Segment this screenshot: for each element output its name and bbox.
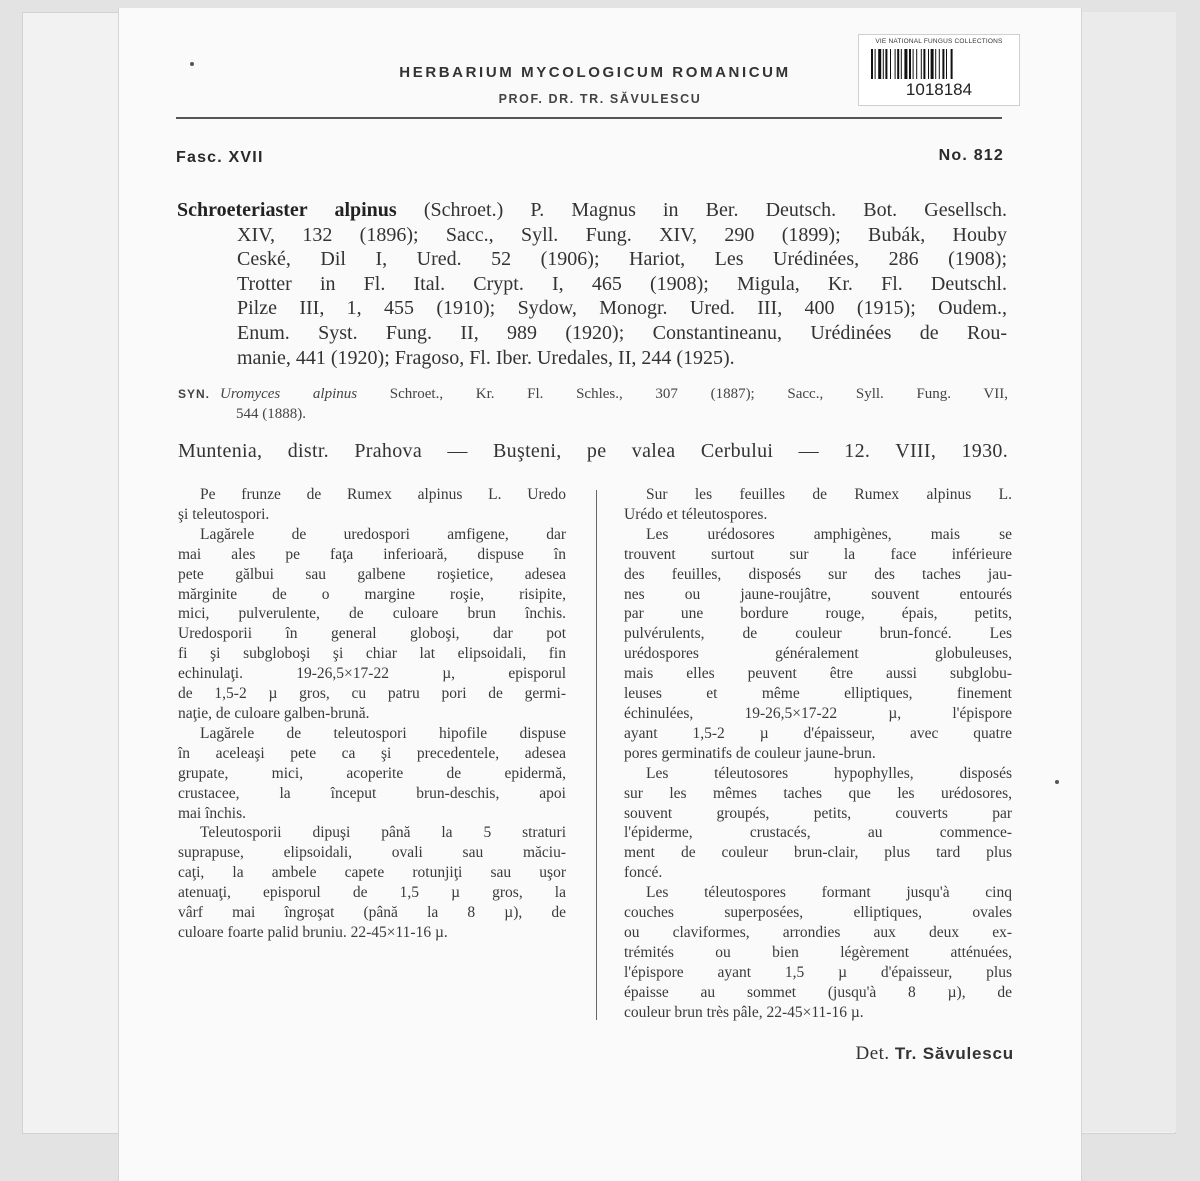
description-line: sur les mêmes taches que les urédosores,: [624, 784, 1012, 802]
description-line: mais elles peuvent être aussi subglobu-: [624, 665, 1012, 683]
description-line: Uredosporii în general globoşi, dar pot: [178, 625, 566, 643]
taxon-citation: [177, 198, 1007, 370]
romanian-description: [178, 485, 566, 943]
description-line: şi teleutospori.: [178, 505, 270, 523]
description-line: souvent groupés, petits, couverts par: [624, 804, 1012, 822]
fascicle-number: Fasc. XVII: [176, 149, 264, 166]
citation-line: Enum. Syst. Fung. II, 989 (1920); Constantineanu, Urédinées de Rou-: [237, 321, 1007, 344]
species-name: Schroeteriaster alpinus: [177, 199, 397, 221]
synonym-line: SYN. Uromyces alpinus Schroet., Kr. Fl. Schles., 307 (1887); Sacc., Syll. Fung. VII,: [178, 386, 1009, 402]
description-line: Sur les feuilles de Rumex alpinus L.: [646, 486, 1012, 503]
backsheet-edge: [1080, 12, 1176, 1132]
citation-line: Trotter in Fl. Ital. Crypt. I, 465 (1908); Migula, Kr. Fl. Deutschl.: [237, 272, 1007, 295]
description-line: mai închis.: [178, 804, 247, 822]
description-line: Les téleutosores hypophylles, disposés: [646, 764, 1012, 782]
collection-locality: Muntenia, distr. Prahova — Buşteni, pe valea Cerbului — 12. VIII, 1930.: [178, 440, 1008, 462]
description-line: mai ales pe faţa inferioară, dispuse în: [178, 545, 566, 563]
determiner: [855, 1043, 1014, 1065]
description-line: épaisse au sommet (jusqu'à 8 µ), de: [624, 983, 1012, 1001]
description-line: Les urédosores amphigènes, mais se: [646, 525, 1012, 543]
description-line: grupate, mici, acoperite de epidermă,: [178, 764, 566, 782]
citation-line: XIV, 132 (1896); Sacc., Syll. Fung. XIV, 290 (1899); Bubák, Houby: [237, 223, 1007, 246]
synonym-label: SYN.: [178, 387, 211, 401]
citation-line: manie, 441 (1920); Fragoso, Fl. Iber. Uredales, II, 244 (1925).: [237, 346, 735, 369]
description-line: de 1,5-2 µ gros, cu patru pori de germi-: [178, 685, 566, 703]
description-line: Teleutosporii dipuşi până la 5 straturi: [200, 824, 566, 842]
description-line: couleur brun très pâle, 22-45×11-16 µ.: [624, 1003, 864, 1021]
determiner-prefix: Det.: [855, 1043, 890, 1064]
description-line: l'épispore ayant 1,5 µ d'épaisseur, plus: [624, 963, 1012, 981]
description-line: par une bordure rouge, épais, petits,: [624, 605, 1012, 623]
description-line: l'épiderme, crustacés, au commence-: [624, 824, 1012, 842]
description-line: Les téleutospores formant jusqu'à cinq: [646, 884, 1012, 902]
description-line: trémités ou bien légèrement atténuées,: [624, 943, 1012, 961]
description-line: caţi, la ambele capete rotunjiţi sau uşor: [178, 864, 566, 882]
citation-line: Schroeteriaster alpinus (Schroet.) P. Magnus in Ber. Deutsch. Bot. Gesellsch.: [177, 199, 1007, 221]
description-line: ayant 1,5-2 µ d'épaisseur, avec quatre: [624, 724, 1012, 742]
description-line: leuses et même elliptiques, finement: [624, 685, 1012, 703]
description-line: vârf mai îngroşat (până la 8 µ), de: [178, 904, 566, 922]
description-line: des feuilles, disposés sur des taches jau-: [624, 565, 1012, 583]
column-divider: [596, 490, 597, 1020]
french-description: [624, 485, 1012, 1022]
description-line: Pe frunze de Rumex alpinus L. Uredo: [200, 486, 566, 503]
speck: [190, 62, 194, 66]
description-line: échinulées, 19-26,5×17-22 µ, l'épispore: [624, 704, 1012, 722]
synonym-name: Uromyces alpinus: [220, 386, 358, 402]
barcode-number: 1018184: [905, 80, 973, 99]
herbarium-editor: PROF. DR. TR. SĂVULESCU: [498, 92, 702, 106]
determiner-name: Tr. Săvulescu: [894, 1044, 1014, 1063]
herbarium-title: HERBARIUM MYCOLOGICUM ROMANICUM: [399, 64, 791, 81]
description-line: trouvent surtout sur la face inférieure: [624, 545, 1012, 563]
description-line: mărginite de o margine roşie, risipite,: [178, 585, 566, 603]
description-line: pulvérulents, de couleur brun-foncé. Les: [624, 625, 1012, 643]
description-line: mici, pulverulente, de culoare brun închis.: [178, 605, 566, 623]
description-line: pete gălbui sau galbene roşietice, adesea: [178, 565, 566, 583]
description-line: Lagărele de uredospori amfigene, dar: [200, 525, 566, 543]
description-line: fi şi subgloboşi şi chiar lat elipsoidali, fin: [178, 645, 566, 663]
synonym-line: 544 (1888).: [236, 406, 306, 422]
specimen-number: No. 812: [938, 147, 1004, 164]
description-line: Lagărele de teleutospori hipofile dispuse: [200, 724, 566, 742]
description-line: echinulaţi. 19-26,5×17-22 µ, episporul: [178, 665, 566, 683]
description-line: nes ou jaune-roujâtre, souvent entourés: [624, 585, 1012, 603]
description-line: culoare foarte palid bruniu. 22-45×11-16 µ.: [178, 923, 448, 941]
header-rule: [176, 117, 1002, 119]
speck: [1055, 780, 1059, 784]
description-line: ou claviformes, arrondies aux deux ex-: [624, 923, 1012, 941]
citation-line: Pilze III, 1, 455 (1910); Sydow, Monogr. Ured. III, 400 (1915); Oudem.,: [237, 297, 1007, 320]
synonym-block: [178, 384, 1008, 424]
collection-name: VIE NATIONAL FUNGUS COLLECTIONS: [875, 38, 1003, 45]
description-line: în aceleaşi pete ca şi precedentele, adesea: [178, 744, 566, 762]
description-line: crustacee, la început brun-deschis, apoi: [178, 784, 566, 802]
description-line: couches superposées, elliptiques, ovales: [624, 904, 1012, 922]
description-line: atenuaţi, episporul de 1,5 µ gros, la: [178, 884, 566, 902]
description-line: pores germinatifs de couleur jaune-brun.: [624, 744, 876, 762]
citation-line: Ceské, Dil I, Ured. 52 (1906); Hariot, Les Urédinées, 286 (1908);: [237, 248, 1007, 271]
description-line: foncé.: [624, 864, 663, 882]
description-line: ment de couleur brun-clair, plus tard plus: [624, 844, 1012, 862]
description-line: suprapuse, elipsoidali, ovali sau măciu-: [178, 844, 566, 862]
description-line: naţie, de culoare galben-brună.: [178, 704, 370, 722]
description-line: urédospores généralement globuleuses,: [624, 645, 1012, 663]
description-line: Urédo et téleutospores.: [624, 505, 768, 523]
